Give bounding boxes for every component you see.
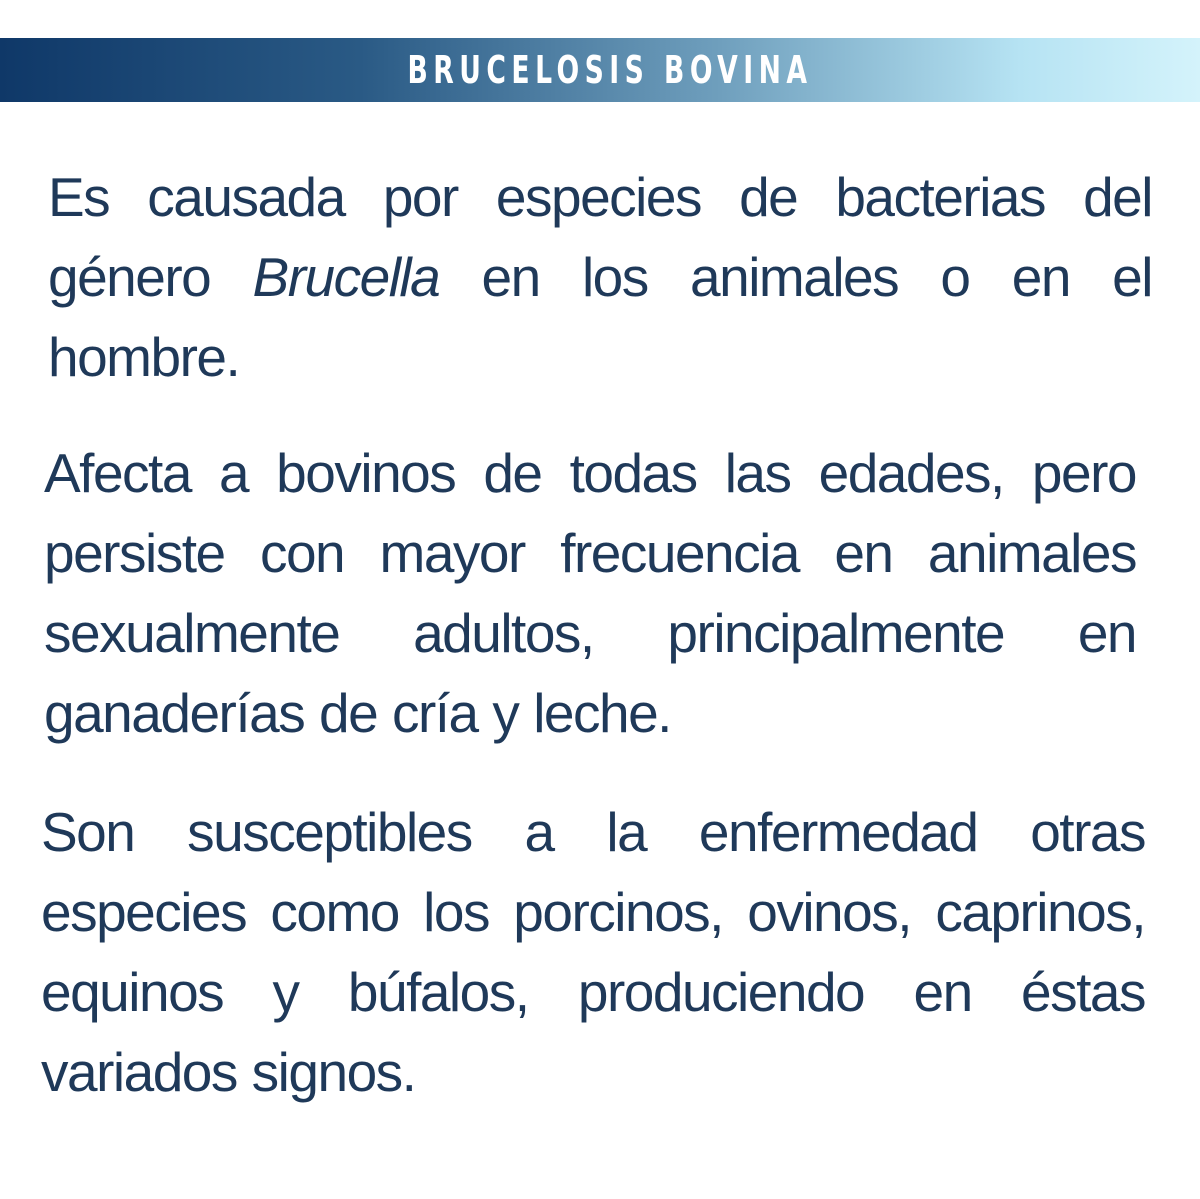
paragraph-causa	[48, 157, 1152, 397]
page-title: BRUCELOSIS BOVINA	[407, 48, 813, 92]
paragraph-causa-text-start: Es causada por especies de bacterias del género	[48, 166, 1152, 308]
genus-name: Brucella	[252, 246, 440, 308]
paragraph-causa-text-end: en los animales o en el hombre.	[48, 246, 1152, 388]
paragraph-susceptibles: Son susceptibles a la enfermedad otras especies como los porcinos, ovinos, caprinos, equinos y búfalos, produciendo en éstas variados signos.	[41, 801, 1145, 1103]
paragraph-afecta: Afecta a bovinos de todas las edades, pero persiste con mayor frecuencia en animales sexualmente adultos, principalmente en ganaderías de cría y leche.	[44, 442, 1136, 744]
